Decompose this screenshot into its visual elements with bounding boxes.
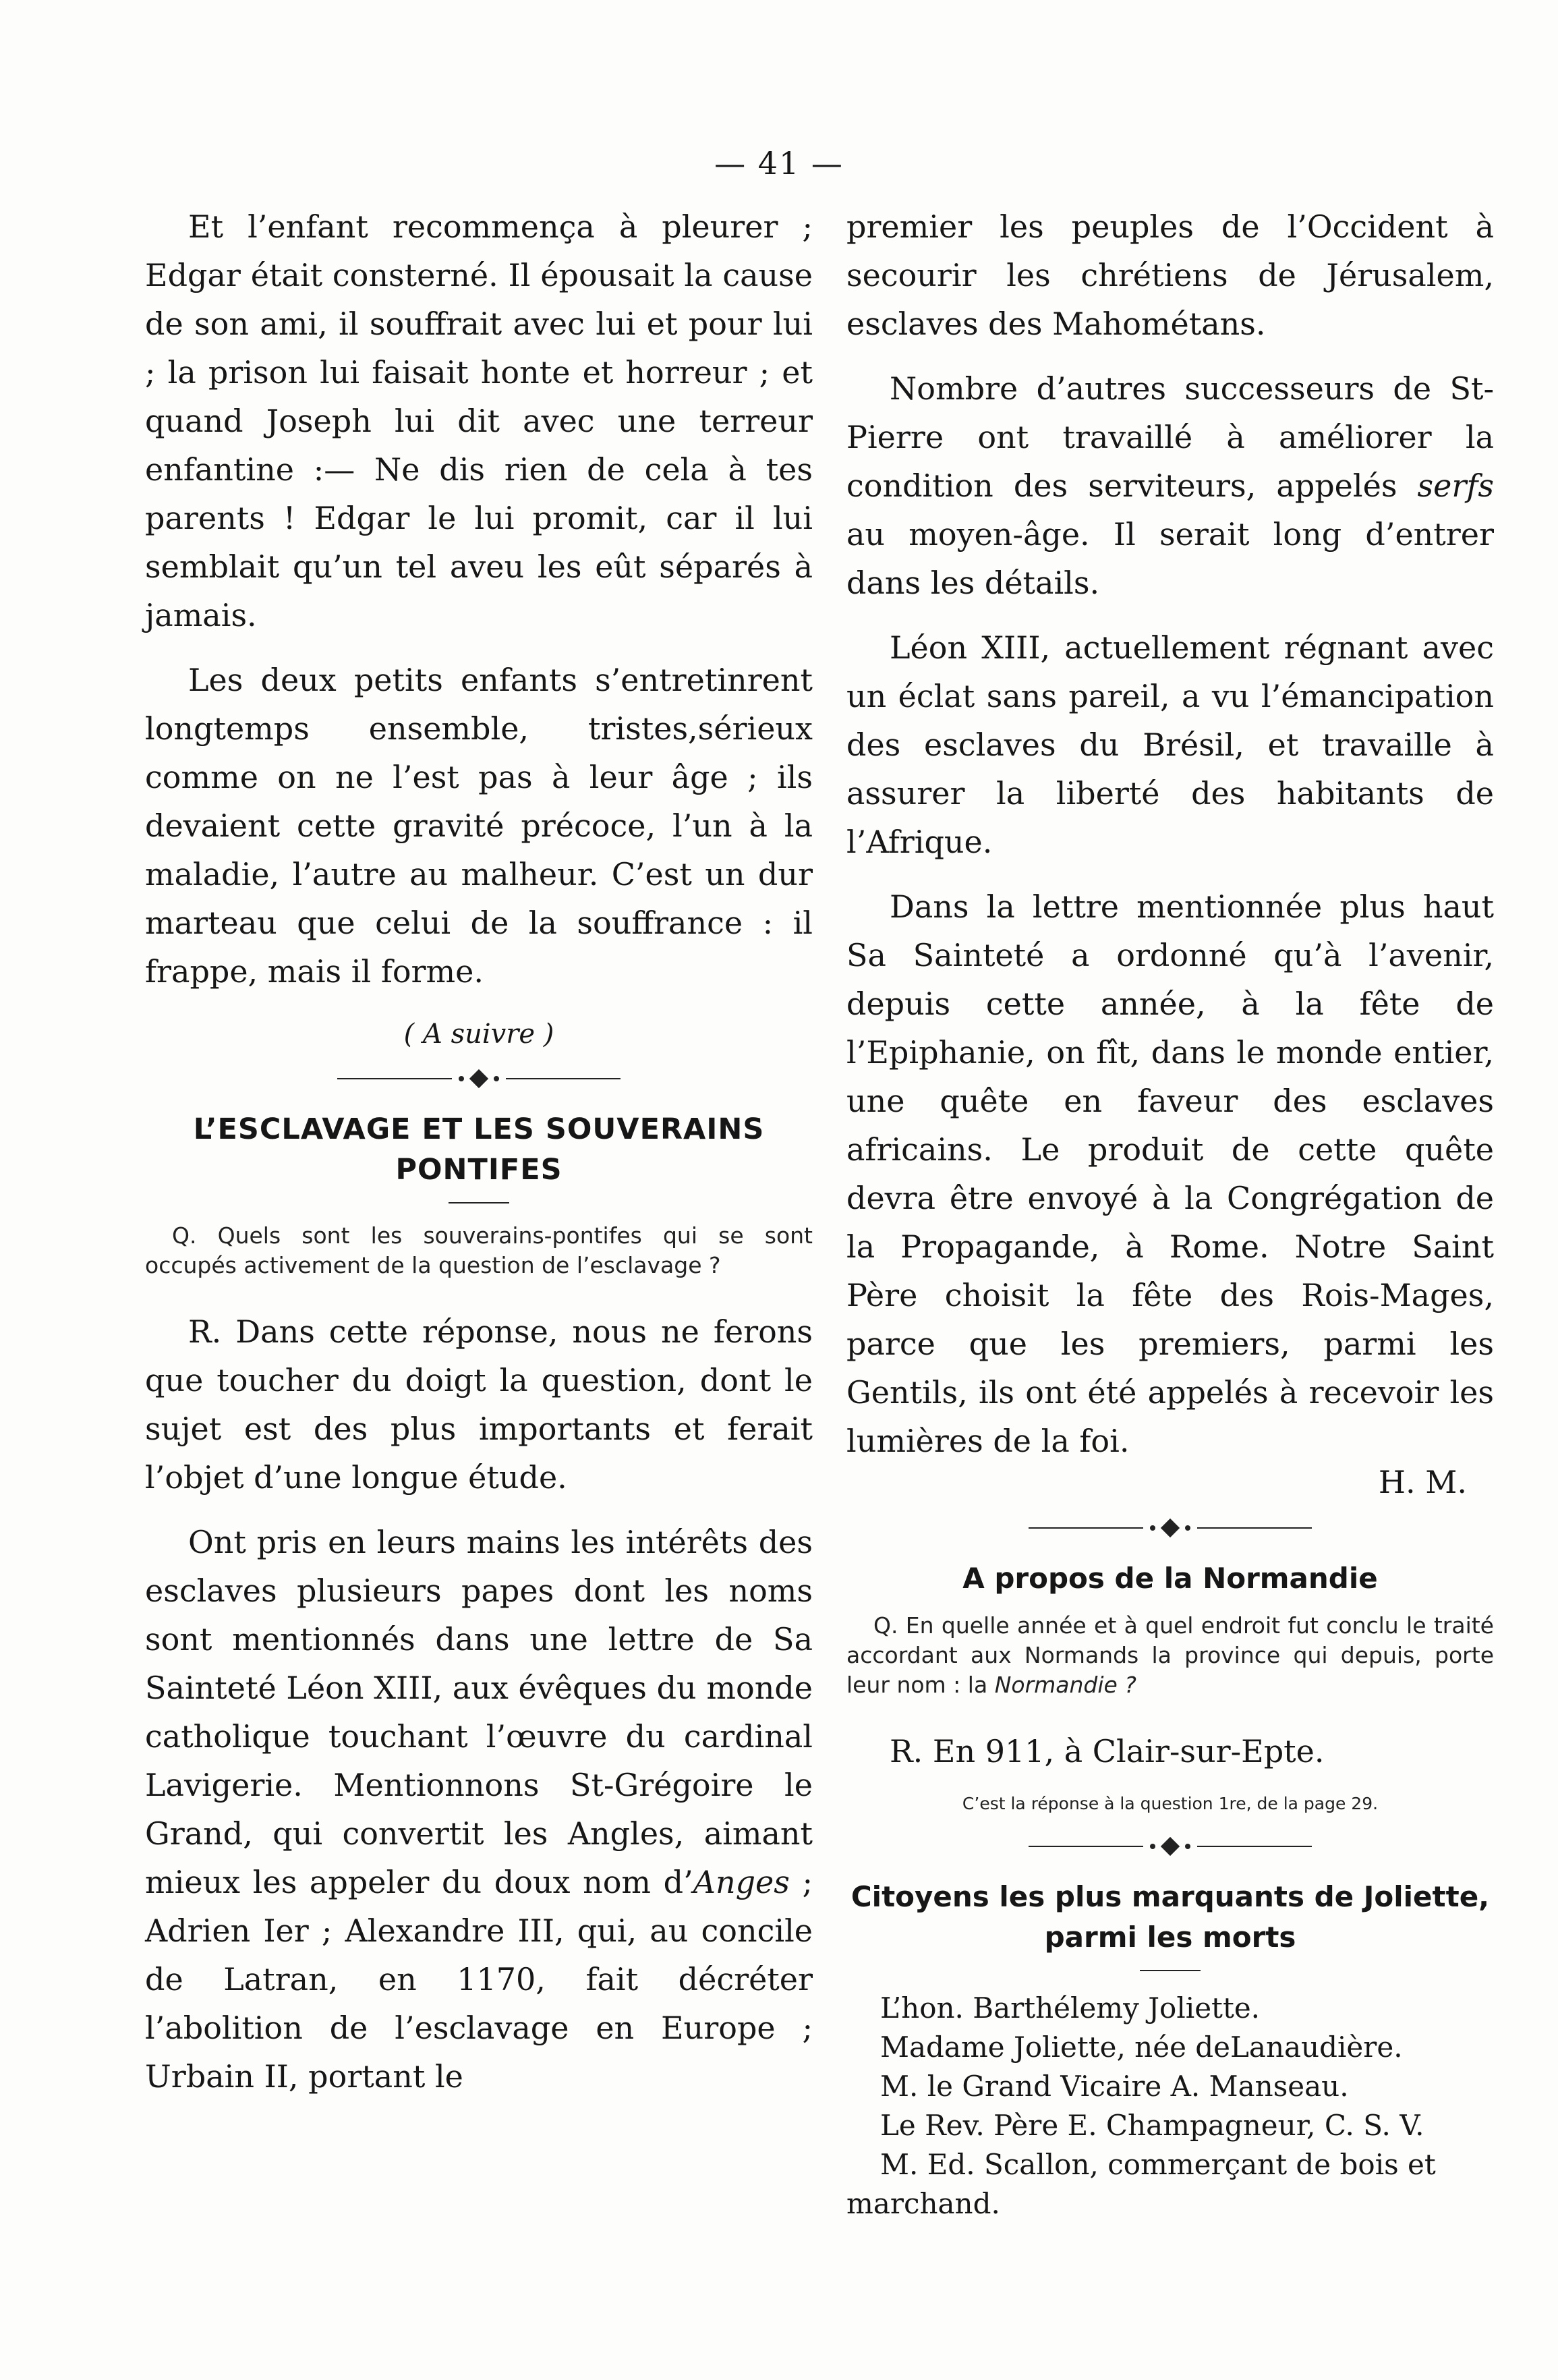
citoyens-list <box>846 1989 1494 2223</box>
ornament-divider-2 <box>1029 1518 1312 1538</box>
a-suivre-note: ( A suivre ) <box>403 1019 554 1050</box>
section-title-esclavage: L’ESCLAVAGE ET LES SOUVERAINS PONTIFES <box>193 1112 765 1187</box>
story-paragraph-2: Les deux petits enfants s’entretinrent longtemps ensemble, tristes,sérieux comme on ne l’est pas à leur âge ; ils devaient cette gravité précoce, l’un à la maladie, l’autre au malheur. C’est un dur marteau que celui de la souffrance : il frappe, mais il forme. <box>145 662 813 990</box>
story-paragraph-1: Et l’enfant recommença à pleurer ; Edgar était consterné. Il épousait la cause de son ami, il souffrait avec lui et pour lui ; la prison lui faisait honte et horreur ; et quand Joseph lui dit avec une terreur enfantine :— Ne dis rien de cela à tes parents ! Edgar le lui promit, car il lui semblait qu’un tel aveu les eût séparés à jamais. <box>145 208 813 633</box>
right-column <box>846 202 1494 2223</box>
note-normandie: C’est la réponse à la question 1re, de la page 29. <box>962 1794 1379 1813</box>
section-title-normandie: A propos de la Normandie <box>962 1562 1378 1595</box>
answer-paragraph-6: Dans la lettre mentionnée plus haut Sa Sainteté a ordonné qu’à l’avenir, depuis cette année, à la fête de l’Epiphanie, on fît, dans le monde entier, une quête en faveur des esclaves africains. Le produit de cette quête devra être envoyé à la Congrégation de la Propagande, à Rome. Notre Saint Père choisit la fête des Rois-Mages, parce que les premiers, parmi les Gentils, ils ont été appelés à recevoir les lumières de la foi. <box>846 888 1494 1459</box>
answer-normandie: R. En 911, à Clair-sur-Epte. <box>890 1733 1325 1769</box>
answer-paragraph-2: Ont pris en leurs mains les intérêts des esclaves plusieurs papes dont les noms sont mentionnés dans une lettre de Sa Sainteté Léon XIII, aux évêques du monde catholique touchant l’œuvre du cardinal Lavigerie. Mentionnons St-Grégoire le Grand, qui convertit les Angles, aimant mieux les appeler du doux nom d’Anges ; Adrien Ier ; Alexandre III, qui, au concile de Latran, en 1170, fait décréter l’abolition de l’esclavage en Europe ; Urbain II, portant le <box>145 1524 813 2095</box>
list-item: M. le Grand Vicaire A. Manseau. <box>880 2070 1349 2103</box>
signature: H. M. <box>1378 1464 1467 1500</box>
title-rule-2 <box>1140 1970 1201 1971</box>
ornament-divider <box>337 1069 621 1089</box>
left-column <box>145 202 813 2117</box>
section-title-citoyens: Citoyens les plus marquants de Joliette, parmi les morts <box>850 1880 1490 1954</box>
title-rule <box>449 1202 509 1203</box>
list-item: M. Ed. Scallon, commerçant de bois et marchand. <box>846 2148 1436 2220</box>
answer-paragraph-3: premier les peuples de l’Occident à secourir les chrétiens de Jérusalem, esclaves des Mahométans. <box>846 208 1494 342</box>
serfs-italic: serfs <box>1417 468 1494 504</box>
anges-italic: Anges <box>693 1864 790 1900</box>
answer-paragraph-4: Nombre d’autres successeurs de St-Pierre ont travaillé à améliorer la condition des serviteurs, appelés serfs au moyen-âge. Il serait long d’entrer dans les détails. <box>846 370 1494 601</box>
question-normandie: Q. En quelle année et à quel endroit fut conclu le traité accordant aux Normands la province qui depuis, porte leur nom : la Normandie ? <box>846 1612 1494 1698</box>
question-esclavage: Q. Quels sont les souverains-pontifes qui se sont occupés activement de la question de l’esclavage ? <box>145 1222 813 1278</box>
ornament-divider-3 <box>1029 1836 1312 1857</box>
list-item: L’hon. Barthélemy Joliette. <box>880 1991 1261 2024</box>
list-item: Madame Joliette, née deLanaudière. <box>880 2031 1403 2064</box>
page-number: — 41 — <box>714 145 844 181</box>
answer-paragraph-5: Léon XIII, actuellement régnant avec un éclat sans pareil, a vu l’émancipation des esclaves du Brésil, et travaille à assurer la liberté des habitants de l’Afrique. <box>846 629 1494 860</box>
list-item: Le Rev. Père E. Champagneur, C. S. V. <box>880 2109 1424 2142</box>
answer-paragraph-1: R. Dans cette réponse, nous ne ferons que toucher du doigt la question, dont le sujet est des plus importants et ferait l’objet d’une longue étude. <box>145 1313 813 1496</box>
